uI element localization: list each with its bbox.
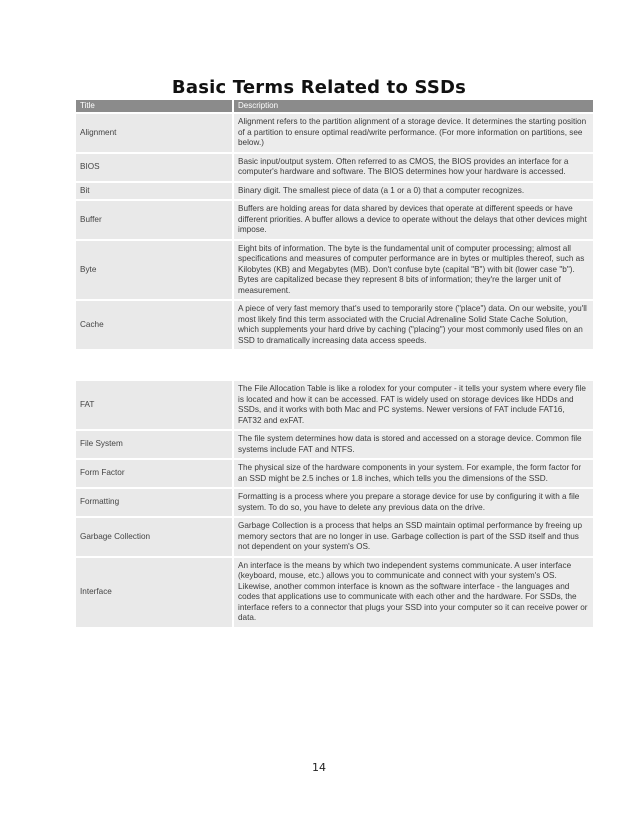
term-cell: FAT xyxy=(76,381,233,430)
description-cell: Formatting is a process where you prepare a storage device for use by configuring it with a file system. To do so, you have to delete any previous data on the drive. xyxy=(233,488,594,517)
table-row xyxy=(76,200,594,240)
description-cell: An interface is the means by which two independent systems communicate. A user interface (keyboard, mouse, etc.) allows you to communicate and connect with your system's OS. Likewise, another common interface is known as the software interface - the languages and codes that applications use to communicate with each other and the hardware. For SSDs, the interface refers to a connector that plugs your SSD into your computer so it can receive power or data. xyxy=(233,557,594,628)
table-row xyxy=(76,153,594,182)
page-number: 14 xyxy=(312,761,326,774)
table-row xyxy=(76,557,594,628)
term-cell: File System xyxy=(76,430,233,459)
header-title: Title xyxy=(76,100,233,113)
description-cell: Binary digit. The smallest piece of data (a 1 or a 0) that a computer recognizes. xyxy=(233,182,594,201)
description-cell: A piece of very fast memory that's used to temporarily store ("place") data. On our website, you'll most likely find this term associated with the Crucial Adrenaline Solid State Cache Solution, which supplements your hard drive by caching ("placing") your most commonly used files on an SSD to dramatically increasing data access speeds. xyxy=(233,300,594,350)
description-cell: Garbage Collection is a process that helps an SSD maintain optimal performance by freeing up memory sectors that are no longer in use. Garbage collection is part of the SSD itself and thus not dependent on your system's OS. xyxy=(233,517,594,557)
term-cell: Byte xyxy=(76,240,233,301)
term-cell: Formatting xyxy=(76,488,233,517)
description-cell: Buffers are holding areas for data shared by devices that operate at different speeds or have different priorities. A buffer allows a device to operate without the delays that other devices might impose. xyxy=(233,200,594,240)
term-cell: Buffer xyxy=(76,200,233,240)
table-header-row xyxy=(76,100,594,113)
term-cell: BIOS xyxy=(76,153,233,182)
term-cell: Interface xyxy=(76,557,233,628)
table-row xyxy=(76,430,594,459)
description-cell: The file system determines how data is stored and accessed on a storage device. Common file systems include FAT and NTFS. xyxy=(233,430,594,459)
table-row xyxy=(76,488,594,517)
description-cell: Alignment refers to the partition alignment of a storage device. It determines the starting position of a partition to ensure optimal read/write performance. (For more information on partitions, see below.) xyxy=(233,113,594,153)
table-row xyxy=(76,113,594,153)
header-description: Description xyxy=(233,100,594,113)
description-cell: The File Allocation Table is like a rolodex for your computer - it tells your system where every file is located and how it can be accessed. FAT is widely used on storage devices like HDDs and SSDs, and it works with both Mac and PC systems. Newer versions of FAT include FAT16, FAT32 and exFAT. xyxy=(233,381,594,430)
table-row xyxy=(76,517,594,557)
term-cell: Form Factor xyxy=(76,459,233,488)
description-cell: Basic input/output system. Often referred to as CMOS, the BIOS provides an interface for a computer's hardware and software. The BIOS determines how your hardware is accessed. xyxy=(233,153,594,182)
term-cell: Garbage Collection xyxy=(76,517,233,557)
table-row xyxy=(76,381,594,430)
terms-table-1 xyxy=(76,100,595,351)
description-cell: The physical size of the hardware components in your system. For example, the form factor for an SSD might be 2.5 inches or 1.8 inches, which tells you the dimensions of the SSD. xyxy=(233,459,594,488)
table-row xyxy=(76,240,594,301)
table-row xyxy=(76,300,594,350)
term-cell: Alignment xyxy=(76,113,233,153)
term-cell: Bit xyxy=(76,182,233,201)
term-cell: Cache xyxy=(76,300,233,350)
page-title: Basic Terms Related to SSDs xyxy=(171,77,467,98)
description-cell: Eight bits of information. The byte is the fundamental unit of computer processing; almost all specifications and measures of computer performance are in bytes or multiples thereof, such as Kilobytes (KB) and Megabytes (MB). Don't confuse byte (capital "B") with bit (lower case "b"). Bytes are capitalized becase they represent 8 bits of information; they're the larger unit of measurement. xyxy=(233,240,594,301)
table-row xyxy=(76,459,594,488)
table-row xyxy=(76,182,594,201)
terms-table-2 xyxy=(76,381,595,629)
